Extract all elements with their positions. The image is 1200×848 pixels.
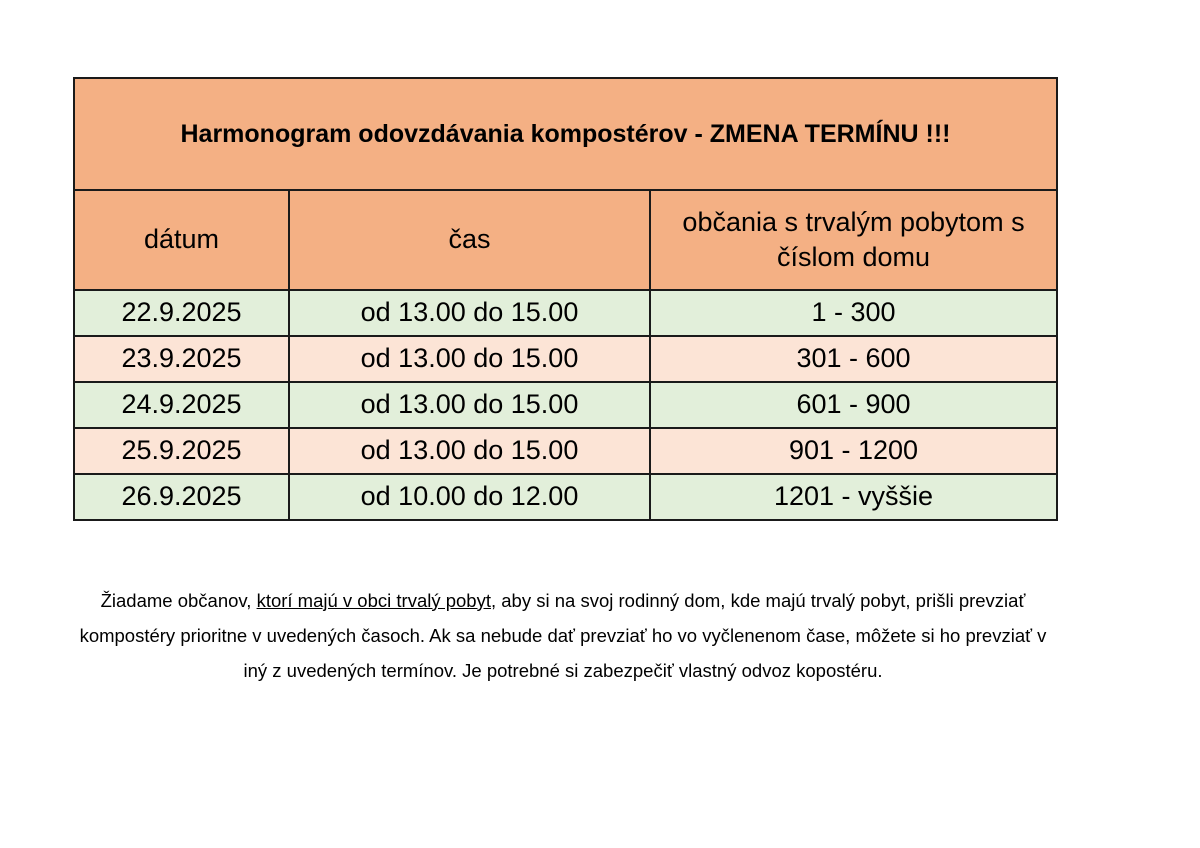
houses-cell: 901 - 1200	[650, 428, 1057, 474]
notice-underlined-text: ktorí majú v obci trvalý pobyt	[256, 589, 491, 611]
column-header-time: čas	[289, 190, 650, 290]
table-row	[74, 428, 1057, 474]
houses-cell: 301 - 600	[650, 336, 1057, 382]
houses-cell: 1 - 300	[650, 290, 1057, 336]
date-cell: 23.9.2025	[74, 336, 289, 382]
table-title: Harmonogram odovzdávania kompostérov - ZMENA TERMÍNU !!!	[74, 78, 1057, 190]
header-row	[74, 190, 1057, 290]
table-row	[74, 382, 1057, 428]
notice-paragraph	[70, 583, 1056, 688]
time-cell: od 13.00 do 15.00	[289, 428, 650, 474]
time-cell: od 13.00 do 15.00	[289, 336, 650, 382]
houses-cell: 601 - 900	[650, 382, 1057, 428]
title-row	[74, 78, 1057, 190]
schedule-table	[73, 77, 1058, 521]
notice-text-rest: , aby si na svoj rodinný dom, kde majú trvalý pobyt, prišli prevziať kompostéry prioritne v uvedených časoch. Ak sa nebude dať prevziať ho vo vyčlenenom čase, môžete si ho prevziať v iný z uvedených termínov. Je potrebné si zabezpečiť vlastný odvoz kopostéru.	[79, 589, 1047, 681]
column-header-date: dátum	[74, 190, 289, 290]
table-row	[74, 474, 1057, 520]
date-cell: 25.9.2025	[74, 428, 289, 474]
date-cell: 24.9.2025	[74, 382, 289, 428]
date-cell: 26.9.2025	[74, 474, 289, 520]
table-row	[74, 290, 1057, 336]
table-row	[74, 336, 1057, 382]
houses-cell: 1201 - vyššie	[650, 474, 1057, 520]
time-cell: od 13.00 do 15.00	[289, 382, 650, 428]
column-header-houses: občania s trvalým pobytom s číslom domu	[650, 190, 1057, 290]
time-cell: od 10.00 do 12.00	[289, 474, 650, 520]
time-cell: od 13.00 do 15.00	[289, 290, 650, 336]
notice-text-start: Žiadame občanov,	[100, 589, 257, 611]
date-cell: 22.9.2025	[74, 290, 289, 336]
